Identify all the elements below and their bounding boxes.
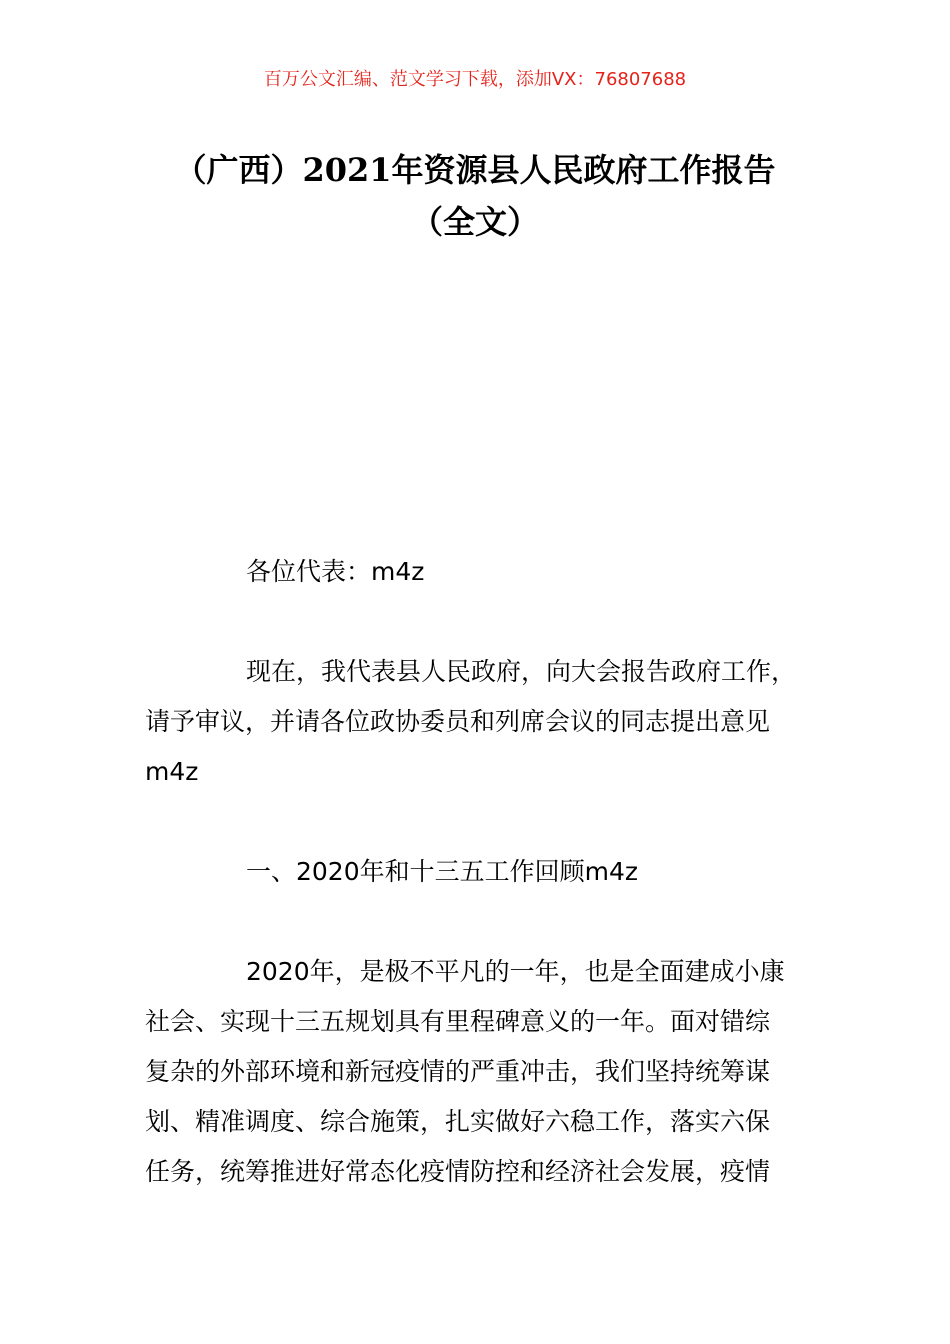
paragraph-line: 任务，统筹推进好常态化疫情防控和经济社会发展，疫情 [145,1157,771,1186]
paragraph-line: 一、2020年和十三五工作回顾m4z [246,857,639,886]
section-heading [145,847,865,897]
paragraph-line: 划、精准调度、综合施策，扎实做好六稳工作，落实六保 [145,1107,771,1136]
title-line-2: （全文） [410,203,539,241]
paragraph-salutation [145,547,865,597]
paragraph-line: m4z [145,757,199,786]
paragraph-intro [145,647,865,797]
paragraph-line: 请予审议，并请各位政协委员和列席会议的同志提出意见 [145,707,771,736]
paragraph-line: 2020年，是极不平凡的一年，也是全面建成小康 [246,957,785,986]
document-body [145,547,865,1247]
paragraph-review [145,947,865,1197]
paragraph-line: 社会、实现十三五规划具有里程碑意义的一年。面对错综 [145,1007,771,1036]
title-line-1: （广西）2021年资源县人民政府工作报告 [174,151,776,189]
paragraph-line: 各位代表：m4z [246,557,425,586]
header-watermark: 百万公文汇编、范文学习下载，添加VX：76807688 [263,69,687,90]
paragraph-line: 复杂的外部环境和新冠疫情的严重冲击，我们坚持统筹谋 [145,1057,771,1086]
document-title [60,144,890,248]
paragraph-line: 现在，我代表县人民政府，向大会报告政府工作， [246,657,797,686]
